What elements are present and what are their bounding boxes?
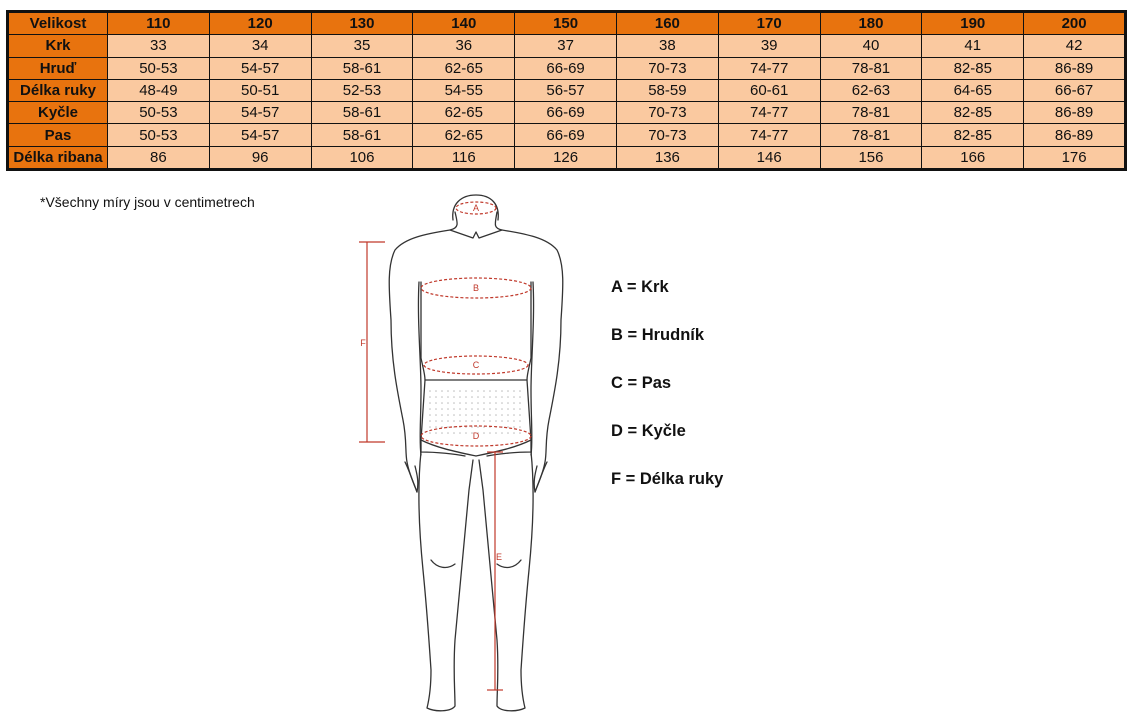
size-chart-table xyxy=(6,10,1127,171)
table-cell: 106 xyxy=(311,146,413,169)
measurement-lines xyxy=(359,202,531,690)
table-cell: 176 xyxy=(1024,146,1126,169)
table-header-row xyxy=(8,12,1126,35)
size-column-header: 150 xyxy=(515,12,617,35)
table-cell: 86-89 xyxy=(1024,124,1126,146)
table-cell: 136 xyxy=(616,146,718,169)
size-column-header: 180 xyxy=(820,12,922,35)
table-cell: 39 xyxy=(718,35,820,57)
table-cell: 50-51 xyxy=(209,79,311,101)
table-cell: 62-65 xyxy=(413,57,515,79)
legend-item-b: B = Hrudník xyxy=(611,326,705,344)
table-cell: 52-53 xyxy=(311,79,413,101)
table-cell: 36 xyxy=(413,35,515,57)
table-cell: 74-77 xyxy=(718,102,820,124)
row-header: Velikost xyxy=(8,12,108,35)
table-cell: 54-57 xyxy=(209,57,311,79)
table-cell: 116 xyxy=(413,146,515,169)
table-cell: 78-81 xyxy=(820,102,922,124)
legend-item-f: F = Délka ruky xyxy=(611,470,724,488)
marker-c: C xyxy=(472,360,480,370)
row-header: Délka ruky xyxy=(8,79,108,101)
row-header: Délka ribana xyxy=(8,146,108,169)
table-cell: 42 xyxy=(1024,35,1126,57)
size-column-header: 120 xyxy=(209,12,311,35)
table-cell: 66-69 xyxy=(515,57,617,79)
table-row xyxy=(8,35,1126,57)
table-row xyxy=(8,102,1126,124)
table-cell: 74-77 xyxy=(718,124,820,146)
table-cell: 54-55 xyxy=(413,79,515,101)
table-row xyxy=(8,79,1126,101)
table-cell: 34 xyxy=(209,35,311,57)
table-cell: 78-81 xyxy=(820,57,922,79)
size-column-header: 130 xyxy=(311,12,413,35)
table-cell: 126 xyxy=(515,146,617,169)
table-cell: 66-67 xyxy=(1024,79,1126,101)
measurement-note: *Všechny míry jsou v centimetrech xyxy=(40,194,255,210)
table-cell: 33 xyxy=(108,35,210,57)
table-cell: 78-81 xyxy=(820,124,922,146)
table-cell: 70-73 xyxy=(616,57,718,79)
body-outline-svg xyxy=(355,190,805,720)
table-cell: 156 xyxy=(820,146,922,169)
table-cell: 38 xyxy=(616,35,718,57)
size-column-header: 170 xyxy=(718,12,820,35)
table-cell: 70-73 xyxy=(616,102,718,124)
table-cell: 50-53 xyxy=(108,57,210,79)
table-cell: 54-57 xyxy=(209,102,311,124)
body-measurement-figure xyxy=(355,190,805,720)
table-cell: 62-65 xyxy=(413,102,515,124)
size-column-header: 110 xyxy=(108,12,210,35)
table-cell: 35 xyxy=(311,35,413,57)
marker-a: A xyxy=(472,203,480,213)
legend-item-c: C = Pas xyxy=(611,374,672,392)
table-row xyxy=(8,124,1126,146)
body-silhouette xyxy=(389,195,563,711)
size-column-header: 200 xyxy=(1024,12,1126,35)
table-cell: 50-53 xyxy=(108,102,210,124)
marker-b: B xyxy=(472,283,480,293)
table-cell: 146 xyxy=(718,146,820,169)
row-header: Hruď xyxy=(8,57,108,79)
table-cell: 60-61 xyxy=(718,79,820,101)
table-cell: 86 xyxy=(108,146,210,169)
table-cell: 54-57 xyxy=(209,124,311,146)
table-cell: 64-65 xyxy=(922,79,1024,101)
table-cell: 58-61 xyxy=(311,102,413,124)
legend-item-d: D = Kyčle xyxy=(611,422,686,440)
table-cell: 82-85 xyxy=(922,57,1024,79)
table-row xyxy=(8,57,1126,79)
table-cell: 74-77 xyxy=(718,57,820,79)
marker-e: E xyxy=(495,552,503,562)
table-cell: 37 xyxy=(515,35,617,57)
table-cell: 70-73 xyxy=(616,124,718,146)
table-cell: 41 xyxy=(922,35,1024,57)
table-cell: 62-65 xyxy=(413,124,515,146)
table-cell: 96 xyxy=(209,146,311,169)
marker-d: D xyxy=(472,431,480,441)
table-cell: 62-63 xyxy=(820,79,922,101)
table-row xyxy=(8,146,1126,169)
size-column-header: 160 xyxy=(616,12,718,35)
table-cell: 86-89 xyxy=(1024,102,1126,124)
table-cell: 82-85 xyxy=(922,124,1024,146)
row-header: Pas xyxy=(8,124,108,146)
table-cell: 50-53 xyxy=(108,124,210,146)
table-cell: 66-69 xyxy=(515,102,617,124)
table-cell: 58-61 xyxy=(311,124,413,146)
table-cell: 86-89 xyxy=(1024,57,1126,79)
legend-item-a: A = Krk xyxy=(611,278,669,296)
table-cell: 40 xyxy=(820,35,922,57)
row-header: Krk xyxy=(8,35,108,57)
row-header: Kyčle xyxy=(8,102,108,124)
size-column-header: 140 xyxy=(413,12,515,35)
marker-f: F xyxy=(360,338,366,348)
table-cell: 66-69 xyxy=(515,124,617,146)
table-cell: 58-61 xyxy=(311,57,413,79)
size-column-header: 190 xyxy=(922,12,1024,35)
table-cell: 166 xyxy=(922,146,1024,169)
table-cell: 56-57 xyxy=(515,79,617,101)
table-cell: 82-85 xyxy=(922,102,1024,124)
table-cell: 58-59 xyxy=(616,79,718,101)
table-cell: 48-49 xyxy=(108,79,210,101)
